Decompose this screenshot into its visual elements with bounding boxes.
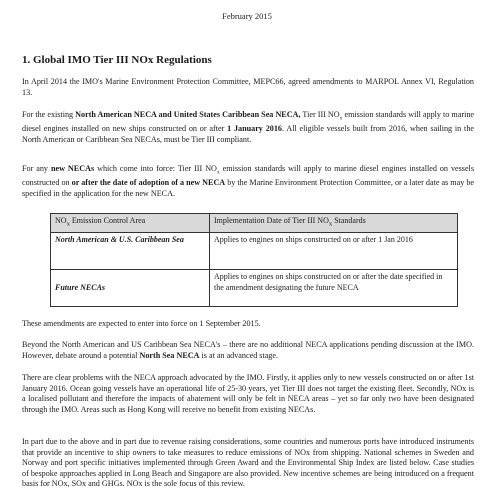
paragraph-problems: There are clear problems with the NECA approach advocated by the IMO. Firstly, it applies only to new vessels constructed on or after 1st January 2016. Ocean going vessels have an operational life of 25-30 years, yet Tier III does not target the existing fleet. Secondly, NOx is a localised pollutant and therefore the impacts of abatement will only be felt in NECA areas – yet so far only two have been designated through the IMO. Areas such as Hong Kong will receive no benefit from existing NECAs. [22,373,474,414]
table-header-area: $NO_x$ Emission Control Area [51,214,210,233]
table-cell-area: North American & U.S. Caribbean Sea [51,233,210,270]
paragraph-existing-neca: For the existing North American NECA and United States Caribbean Sea NECA, Tier III $NO_x$ emission standards will apply to marine diesel engines installed on new ships constructed on or after 1 January 2016. All eligible vessels built from 2016, when sailing in the North American or Caribbean Sea NECAs, must be Tier III compliant. [22,110,474,144]
paragraph-intro: In April 2014 the IMO's Marine Environment Protection Committee, MEPC66, agreed amendments to MARPOL Annex VI, Regulation 13. [22,77,474,97]
table-cell-area: Future NECAs [51,270,210,307]
paragraph-entry-into-force: These amendments are expected to enter into force on 1 September 2015. [22,319,261,328]
table-row [51,233,458,270]
table-row [51,270,458,307]
table-header-date: Implementation Date of Tier III $NO_x$ Standards [210,214,458,233]
section-heading: 1. Global IMO Tier III NOx Regulations [22,54,212,66]
document-date: February 2015 [222,11,272,21]
paragraph-new-neca: For any new NECAs which come into force: Tier III $NO_x$ emission standards will apply to marine diesel engines installed on vessels constructed on or after the date of adoption of a new NECA by the Marine Environment Protection Committee, or a later date as may be specified in the application for the new NECA. [22,164,474,198]
table-cell-date: Applies to engines on ships constructed on or after the date specified in the amendment designating the future NECA [210,270,458,307]
paragraph-incentives: In part due to the above and in part due to revenue raising considerations, some countries and numerous ports have introduced instruments that provide an incentive to ship owners to take measures to reduce emissions of NOx from shipping. National schemes in Sweden and Norway and port specific initiatives implemented through Green Award and the Environmental Ship Index are listed below. Case studies of bespoke approaches applied in Long Beach and Singapore are also provided. New incentive schemes are being introduced on a frequent basis for NOx, SOx and GHGs. NOx is the sole focus of this review. [22,437,474,489]
table-header-row [51,214,458,233]
paragraph-north-sea: Beyond the North American and US Caribbean Sea NECA's – there are no additional NECA applications pending discussion at the IMO. However, debate around a potential North Sea NECA is at an advanced stage. [22,340,474,360]
table-cell-date: Applies to engines on ships constructed on or after 1 Jan 2016 [210,233,458,270]
tier-iii-table [50,213,458,307]
